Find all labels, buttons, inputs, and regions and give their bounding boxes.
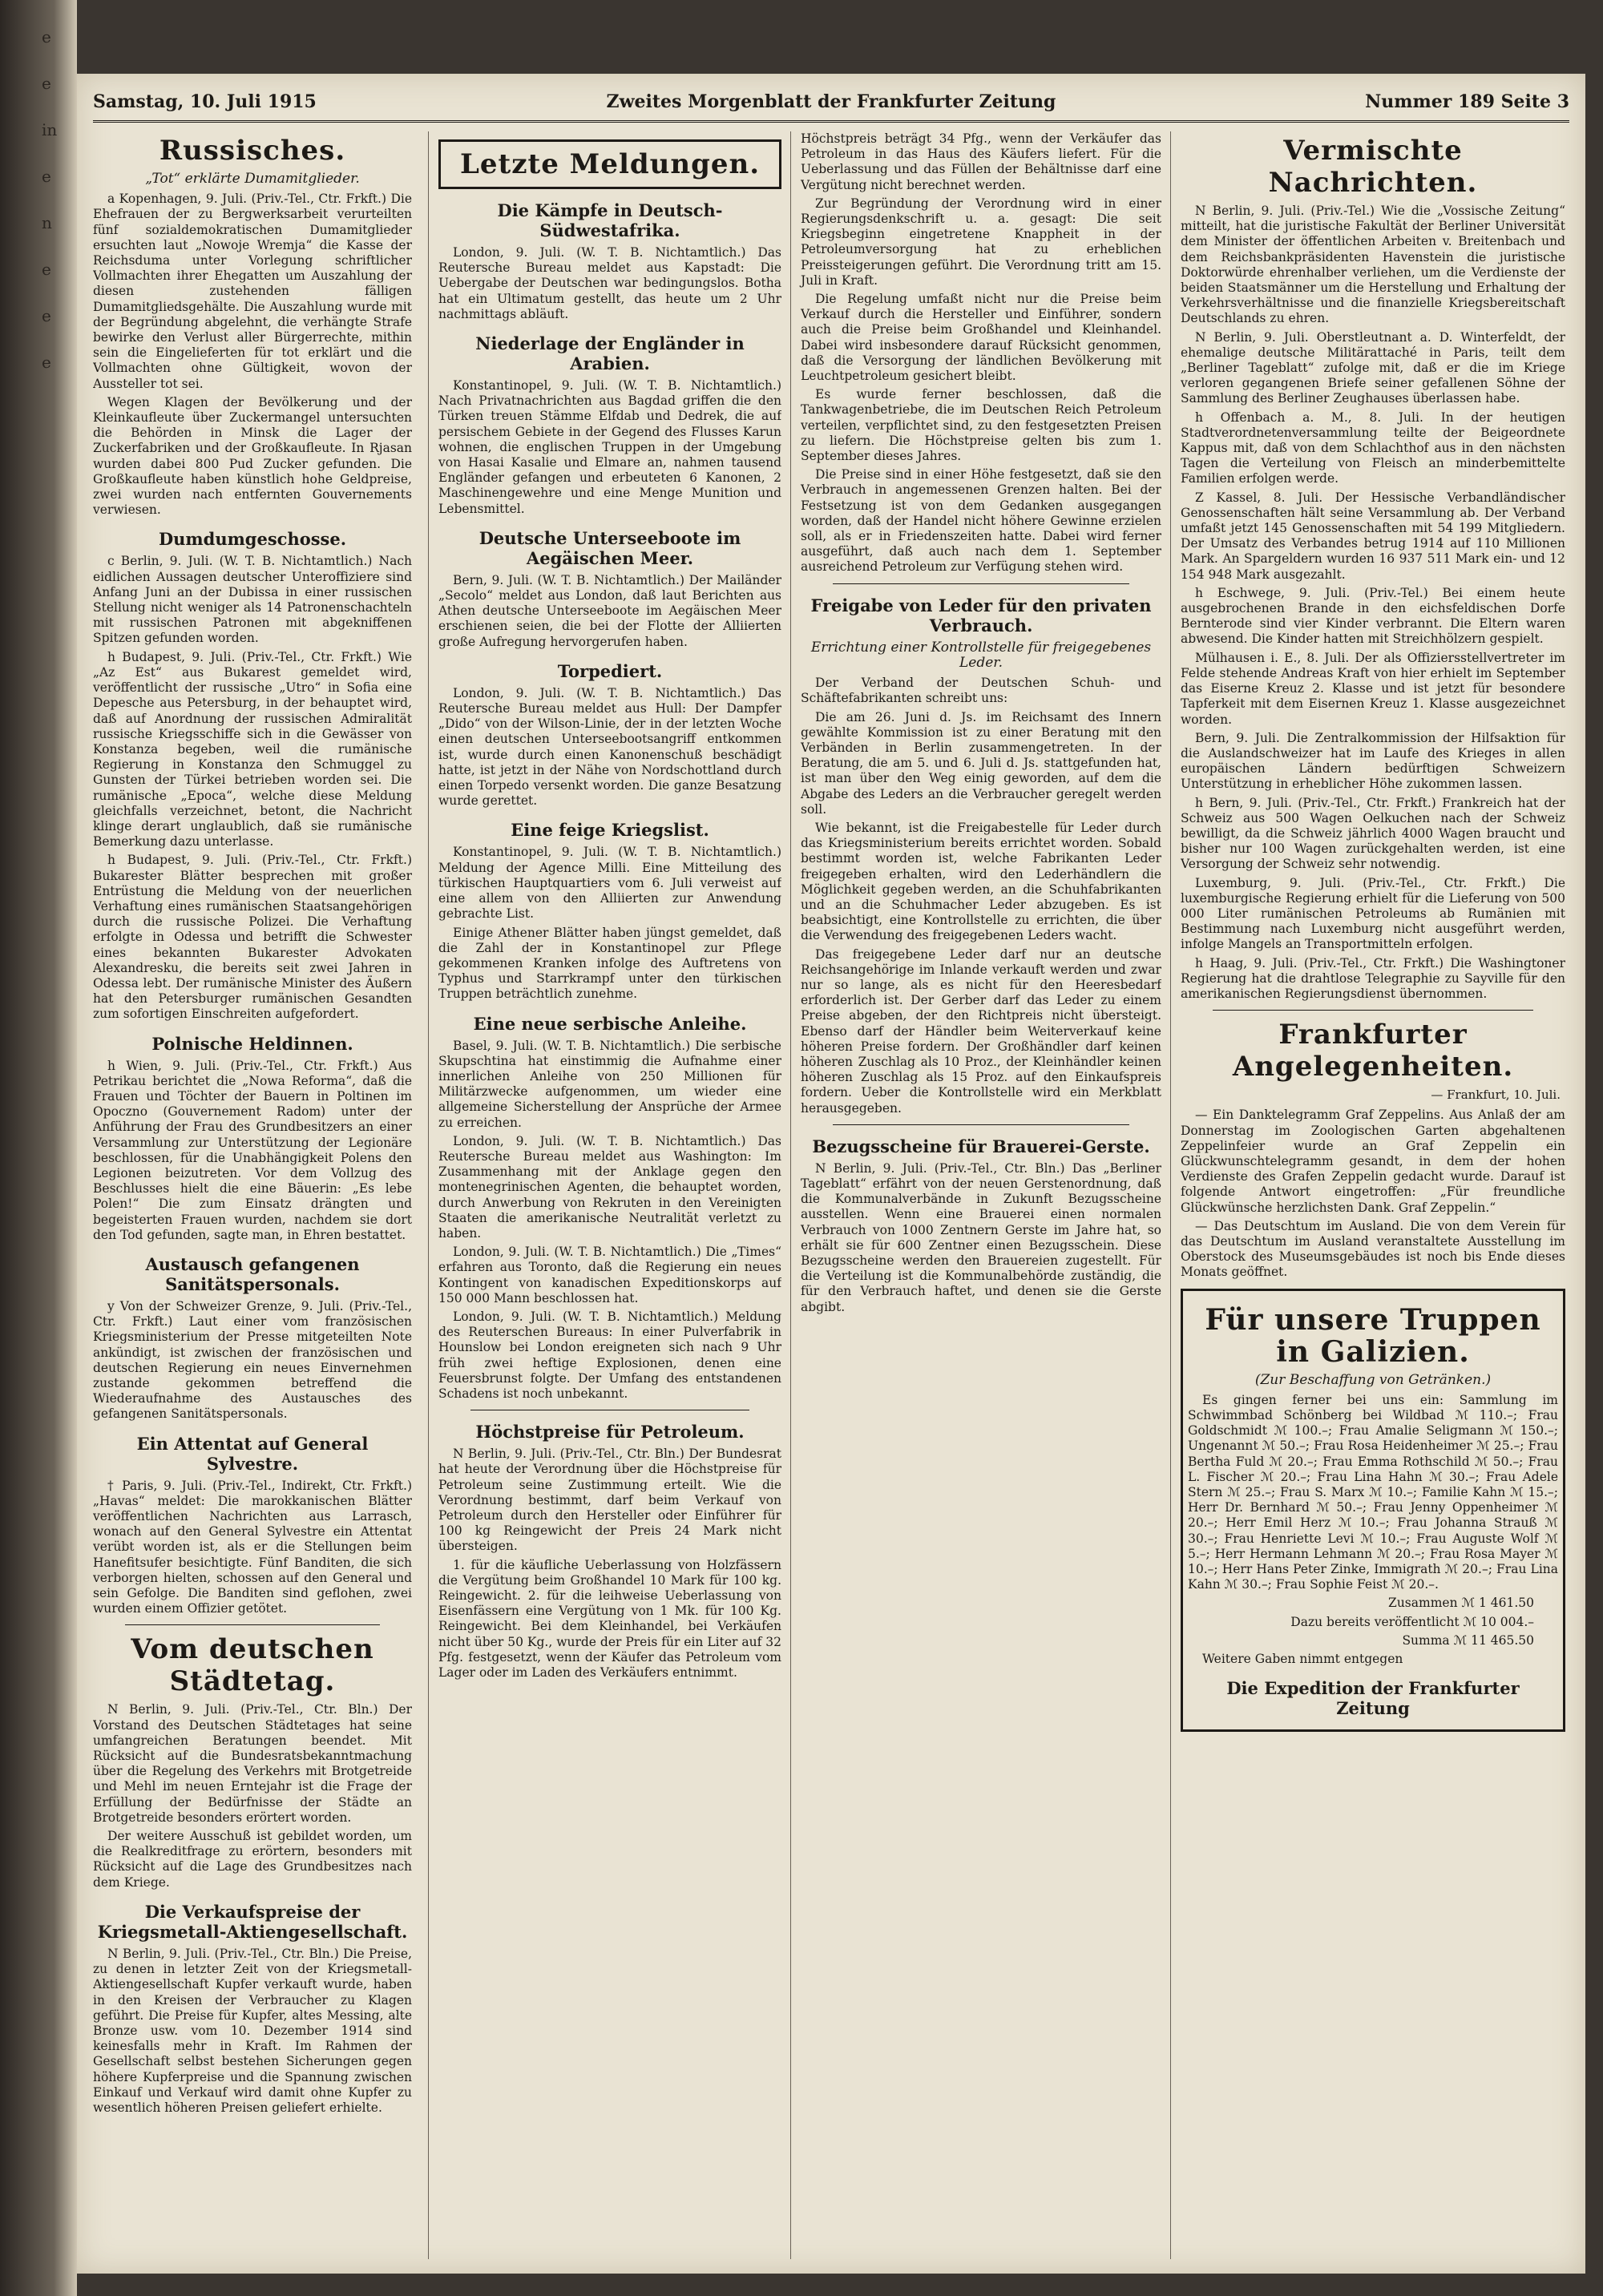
article-paragraph: Einige Athener Blätter haben jüngst gemeldet, daß die Zahl der in Konstantinopel zur Pflege gekommenen Kranken infolge des Auftretens von Typhus und Starrkrampf unter den türkischen Truppen beträchtlich zunehme. bbox=[438, 925, 781, 1002]
article-paragraph: h Bern, 9. Juli. (Priv.-Tel., Ctr. Frkft.) Frankreich hat der Schweiz aus 500 Wagen Oelkuchen nach der Schweiz bewilligt, da die Schweiz jährlich 4000 Wagen braucht und bisher nur 100 Wagen zurückgehalten werden, ist eine Versorgung der Schweiz sehr notwendig. bbox=[1181, 795, 1565, 872]
article-paragraph: h Offenbach a. M., 8. Juli. In der heutigen Stadtverordnetenversammlung teilte der Beigeordnete Kappus mit, daß von dem Schlachthof aus in den nächsten Tagen die Verteilung von Fleisch an minderbemittelte Familien erfolgen werde. bbox=[1181, 410, 1565, 486]
article-paragraph: N Berlin, 9. Juli. Oberstleutnant a. D. Winterfeldt, der ehemalige deutsche Militärattaché in Paris, teilt dem „Berliner Tageblatt“ zufolge mit, daß er die im Kriege verloren gegangenen Briefe seiner gefallenen Söhne der Sammlung des Berliner Zeughauses überlassen habe. bbox=[1181, 329, 1565, 406]
article-paragraph: Zur Begründung der Verordnung wird in einer Regierungsdenkschrift u. a. gesagt: Die seit Kriegsbeginn eingetretene Knappheit in der Petroleumversorgung hat zu erheblichen Preissteigerungen geführt. Die Verordnung tritt am 15. Juli in Kraft. bbox=[801, 196, 1161, 288]
donation-total: Summa ℳ 11 465.50 bbox=[1402, 1632, 1534, 1648]
article-paragraph: Das freigegebene Leder darf nur an deutsche Reichsangehörige im Inlande verkauft werden und zwar nur so lange, als es nicht für den Heeresbedarf erforderlich ist. Der Gerber darf das Leder zu einem Preise abgeben, der den Richtpreis nicht übersteigt. Ebenso darf der Händler beim Weiterverkauf keine höheren Preise fordern. Der Großhändler darf keinen höheren Zuschlag als 10 Proz., der Kleinhändler keinen höheren Zuschlag als 15 Proz. auf den Einkaufspreis fordern. Ueber die Kontrollstelle wird ein Merkblatt herausgegeben. bbox=[801, 946, 1161, 1116]
article-subheading: Errichtung einer Kontrollstelle für freigegebenes Leder. bbox=[810, 639, 1152, 671]
edge-letter: e bbox=[42, 74, 51, 93]
article-heading: Polnische Heldinnen. bbox=[151, 1033, 353, 1054]
article-paragraph: Es wurde ferner beschlossen, daß die Tankwagenbetriebe, die im Deutschen Reich Petroleum verteilen, verpflichtet sind, zu den festgesetzten Preisen zu liefern. Die Höchstpreise gelten bis zum 1. September dieses Jahres. bbox=[801, 387, 1161, 464]
article-heading: Die Verkaufspreise der Kriegsmetall-Aktiengesellschaft. bbox=[97, 1901, 408, 1942]
article-heading: Torpediert. bbox=[557, 660, 663, 681]
column-3 bbox=[790, 131, 1161, 2259]
article-paragraph: h Budapest, 9. Juli. (Priv.-Tel., Ctr. Frkft.) Wie „Az Est“ aus Bukarest gemeldet wird, veröffentlicht der russische „Utro“ in Sofia eine Depesche aus Petersburg, in der behauptet wird, daß auf Anordnung der russischen Admiralität russische Kriegsschiffe sich in die Gewässer von Konstanza begeben, weil die rumänische Regierung in Konstanza den Schmuggel zu Gunsten der Türkei betrieben worden sei. Die rumänische „Epoca“, welche diese Meldung gleichfalls verzeichnet, betont, die Nachricht klinge derart unglaublich, daß sie rumänische Bemerkung dazu unterlasse. bbox=[93, 649, 412, 849]
article-paragraph: Z Kassel, 8. Juli. Der Hessische Verbandländischer Genossenschaften hält seine Versammlung ab. Der Verband umfaßt jetzt 145 Genossenschaften mit 54 199 Mitgliedern. Der Umsatz des Verbandes betrug 1914 auf 110 Millionen Mark. An Spargeldern wurden 16 937 511 Mark ein- und 12 154 948 Mark ausgezahlt. bbox=[1181, 490, 1565, 582]
article-heading: Eine neue serbische Anleihe. bbox=[473, 1013, 747, 1034]
article-paragraph: Konstantinopel, 9. Juli. (W. T. B. Nichtamtlich.) Meldung der Agence Milli. Eine Mitteilung des türkischen Hauptquartiers vom 6. Juli verweist auf eine allem von den Alliierten zur Anwendung gebrachte List. bbox=[438, 845, 781, 922]
article-paragraph: — Ein Danktelegramm Graf Zeppelins. Aus Anlaß der am Donnerstag im Zoologischen Garten abgehaltenen Zeppelinfeier wurde an Graf Zeppelin ein Glückwunschtelegramm gesandt, in dem der hohen Verdienste des Grafen Zeppelin gedacht wurde. Darauf ist folgende Antwort eingetroffen: „Für freundliche Glückwünsche herzlichsten Dank. Graf Zeppelin.“ bbox=[1181, 1108, 1565, 1215]
section-heading: Für unsere Truppen in Galizien. bbox=[1205, 1302, 1541, 1369]
article-heading: Austausch gefangenen Sanitätspersonals. bbox=[145, 1254, 360, 1294]
article-paragraph: London, 9. Juli. (W. T. B. Nichtamtlich.) Das Reutersche Bureau meldet aus Kapstadt: Die Uebergabe der Deutschen war bedingungslos. Botha hat ein Ultimatum gestellt, das heute um 2 Uhr nachmittags abläuft. bbox=[438, 245, 781, 321]
article-paragraph: N Berlin, 9. Juli. (Priv.-Tel., Ctr. Bln.) Das „Berliner Tageblatt“ erfährt von der neuen Gerstenordnung, daß die Kommunalverbände in Zukunft Bezugsscheine ausstellen. Wenn eine Brauerei einen normalen Verbrauch von 1000 Zentnern Gerste im Jahre hat, so erhält sie für 600 Zentner einen Bezugsschein. Diese Bezugsscheine werden den Brauereien zugestellt. Für die Verteilung ist die Kommunalbehörde zuständig, die für den Verbrauch haftet, und denen sie die Gerste abgibt. bbox=[801, 1160, 1161, 1314]
article-paragraph: N Berlin, 9. Juli. (Priv.-Tel., Ctr. Bln.) Der Bundesrat hat heute der Verordnung über die Höchstpreise für Petroleum seine Zustimmung erteilt. Wie die Verordnung bestimmt, darf beim Verkauf von Petroleum durch den Hersteller oder Einführer für 100 kg Reingewicht der Preis 24 Mark nicht übersteigen. bbox=[438, 1447, 781, 1554]
article-paragraph: Höchstpreis beträgt 34 Pfg., wenn der Verkäufer das Petroleum in das Haus des Käufers liefert. Für die Ueberlassung und das Füllen der Behältnisse darf eine Vergütung nicht berechnet werden. bbox=[801, 131, 1161, 192]
edge-letter: e bbox=[42, 353, 51, 372]
expedition-line: Die Expedition der Frankfurter Zeitung bbox=[1226, 1678, 1520, 1719]
article-heading: Bezugsscheine für Brauerei-Gerste. bbox=[812, 1136, 1150, 1156]
article-paragraph: h Budapest, 9. Juli. (Priv.-Tel., Ctr. Frkft.) Bukarester Blätter besprechen mit großer Entrüstung die Meldung von der neuerlichen Verhaftung eines rumänischen Staatsangehörigen durch die russische Polizei. Die Verhaftung erfolgte in Odessa und betrifft die Schwester eines bekannten Bukarester Advokaten Alexandresku, die bereits seit zwei Jahren in Odessa lebt. Der rumänische Minister des Äußern hat den Petersburger rumänischen Gesandten zum sofortigen Einschreiten aufgefordert. bbox=[93, 853, 412, 1022]
donation-list: Es gingen ferner bei uns ein: Sammlung im Schwimmbad Schönberg bei Wildbad ℳ 110.–; Frau Goldschmidt ℳ 100.–; Frau Amalie Seligmann ℳ 150.–; Ungenannt ℳ 50.–; Frau Rosa Heidenheimer ℳ 25.–; Frau Bertha Fuld ℳ 20.–; Frau Emma Rothschild ℳ 50.–; Frau L. Fischer ℳ 20.–; Frau Lina Hahn ℳ 30.–; Frau Adele Stern ℳ 25.–; Frau S. Marx ℳ 10.–; Familie Kahn ℳ 15.–; Herr Dr. Bernhard ℳ 50.–; Frau Jenny Oppenheimer ℳ 20.–; Herr Emil Herz ℳ 10.–; Frau Johanna Strauß ℳ 30.–; Frau Henriette Levi ℳ 10.–; Frau Auguste Wolf ℳ 5.–; Herr Hermann Lehmann ℳ 20.–; Frau Rosa Mayer ℳ 10.–; Herr Hans Peter Zinke, Immigrath ℳ 20.–; Frau Lina Kahn ℳ 30.–; Frau Sophie Feist ℳ 20.–. bbox=[1188, 1392, 1558, 1592]
article-paragraph: Bern, 9. Juli. (W. T. B. Nichtamtlich.) Der Mailänder „Secolo“ meldet aus London, daß laut Berichten aus Athen deutsche Unterseeboote im Aegäischen Meer erschienen seien, die bei der Flotte der Alliierten große Aufregung hervorgerufen haben. bbox=[438, 572, 781, 649]
article-heading: Eine feige Kriegslist. bbox=[511, 820, 709, 841]
article-heading: Freigabe von Leder für den privaten Verbrauch. bbox=[810, 595, 1152, 636]
divider bbox=[833, 583, 1129, 584]
article-paragraph: Wie bekannt, ist die Freigabestelle für Leder durch das Kriegsministerium bereits errichtet worden. Sobald bestimmt worden ist, welche Fabrikanten Leder freigegeben erhalten, wird den Lederhändlern die Möglichkeit gegeben werden, an die Schuhfabrikanten und an die Schuhmacher Leder abzugeben. Es ist beabsichtigt, eine Kontrollstelle zu errichten, die über die Verwendung des freigegebenen Leders wacht. bbox=[801, 820, 1161, 943]
article-paragraph: c Berlin, 9. Juli. (W. T. B. Nichtamtlich.) Nach eidlichen Aussagen deutscher Unteroffiziere sind Anfang Juni an der Dubissa in einer russischen Stellung nicht weniger als 14 Patronenschachteln mit russischen Patronen mit abgekniffenen Spitzen gefunden worden. bbox=[93, 554, 412, 646]
masthead bbox=[93, 85, 1569, 123]
article-paragraph: Die am 26. Juni d. Js. im Reichsamt des Innern gewählte Kommission ist zu einer Beratung mit den Verbänden in Berlin zusammengetreten. In der Beratung, die am 5. und 6. Juli d. Js. stattgefunden hat, ist man über den Weg einig geworden, auf dem die Abgabe des Leders an die Verbraucher geregelt werden soll. bbox=[801, 709, 1161, 817]
donation-box bbox=[1181, 1289, 1565, 1733]
article-heading: Die Kämpfe in Deutsch-Südwestafrika. bbox=[497, 200, 723, 240]
article-paragraph: Der Verband der Deutschen Schuh- und Schäftefabrikanten schreibt uns: bbox=[801, 676, 1161, 706]
article-paragraph: a Kopenhagen, 9. Juli. (Priv.-Tel., Ctr. Frkft.) Die Ehefrauen der zu Bergwerksarbeit verurteilten fünf sozialdemokratischen Dumamitglieder ersuchten laut „Nowoje Wremja“ die Kasse der Reichsduma unter Vorlegung schriftlicher Vollmachten ihrer Ehegatten um Auszahlung der diesen zustehenden fälligen Dumamitgliedsgehälte. Die Auszahlung wurde mit der Begründung abgelehnt, die verhängte Strafe bewirke den Verlust aller Bürgerrechte, mithin sein die Eingelieferten für tot erklärt und die Vollmachten ohne Gültigkeit, wovon der Aussteller tot sei. bbox=[93, 192, 412, 391]
edge-letter: e bbox=[42, 27, 51, 46]
article-paragraph: 1. für die käufliche Ueberlassung von Holzfässern die Vergütung beim Großhandel 10 Mark für 100 kg. Reingewicht. 2. für die leihweise Ueberlassung von Eisenfässern eine Vergütung von 1 Mk. für 100 Kg. Reingewicht. Bei dem Kleinhandel, bei Verkäufen nicht über 50 Kg., wurde der Preis für ein Liter auf 32 Pfg. festgesetzt, wenn der Käufer das Petroleum vom Lager oder im Laden des Verkäufers entnimmt. bbox=[438, 1557, 781, 1681]
article-paragraph: London, 9. Juli. (W. T. B. Nichtamtlich.) Die „Times“ erfahren aus Toronto, daß die Regierung ein neues Kontingent von kanadischen Expeditionskorps auf 150 000 Mann beschlossen hat. bbox=[438, 1245, 781, 1305]
article-paragraph: Weitere Gaben nimmt entgegen bbox=[1202, 1652, 1403, 1667]
adjacent-page-edge bbox=[0, 0, 77, 2296]
article-heading: Niederlage der Engländer in Arabien. bbox=[475, 333, 745, 374]
section-heading: Vermischte Nachrichten. bbox=[1268, 135, 1478, 199]
article-paragraph: London, 9. Juli. (W. T. B. Nichtamtlich.) Das Reutersche Bureau meldet aus Washington: Im Zusammenhang mit der Anklage gegen den montenegrinischen Agenten, die behauptet worden, durch Anwerbung von Rekruten in den Vereinigten Staaten die amerikanische Neutralität verletzt zu haben. bbox=[438, 1133, 781, 1241]
article-paragraph: h Haag, 9. Juli. (Priv.-Tel., Ctr. Frkft.) Die Washingtoner Regierung hat die drahtlose Telegraphie zu Sayville für den amerikanischen Regierungsdienst übernommen. bbox=[1181, 955, 1565, 1001]
article-heading: Höchstpreise für Petroleum. bbox=[475, 1422, 745, 1443]
divider bbox=[1213, 1010, 1533, 1011]
divider bbox=[833, 1124, 1129, 1125]
section-heading: Frankfurter Angelegenheiten. bbox=[1232, 1019, 1514, 1083]
article-heading: Ein Attentat auf General Sylvestre. bbox=[136, 1433, 369, 1474]
article-paragraph: Wegen Klagen der Bevölkerung und der Kleinkaufleute über Zuckermangel untersuchten die Behörden in Minsk die Lager der Zuckerfabriken und der Großkaufleute. In Rjasan wurden dabei 800 Pud Zucker gefunden. Die Großkaufleute haben künstlich hohe Geldpreise, zwei wurden nach entfernten Gouvernements verwiesen. bbox=[93, 394, 412, 518]
issue-date: Samstag, 10. Juli 1915 bbox=[93, 91, 317, 112]
article-paragraph: Mülhausen i. E., 8. Juli. Der als Offiziersstellvertreter im Felde stehende Andreas Kraft von hier erhielt im September das Eiserne Kreuz 2. Klasse und ist jetzt für besondere Tapferkeit mit dem Eisernen Kreuz 1. Klasse ausgezeichnet worden. bbox=[1181, 650, 1565, 727]
divider bbox=[125, 1624, 380, 1625]
article-paragraph: Der weitere Ausschuß ist gebildet worden, um die Realkreditfrage zu erörtern, besonders mit Rücksicht auf die Lage des Grundbesitzes nach dem Kriege. bbox=[93, 1829, 412, 1890]
article-paragraph: y Von der Schweizer Grenze, 9. Juli. (Priv.-Tel., Ctr. Frkft.) Laut einer vom französischen Kriegsministerium der Presse mitgeteilten Note ankündigt, ist zwischen der französischen und deutschen Regierung ein neues Einvernehmen zustande gekommen betreffend die Wiederaufnahme des Austausches des gefangenen Sanitätspersonals. bbox=[93, 1299, 412, 1422]
article-paragraph: Bern, 9. Juli. Die Zentralkommission der Hilfsaktion für die Auslandschweizer hat im Laufe des Krieges in allen europäischen Ländern bedürftigen Schweizern Unterstützung in erheblicher Höhe zukommen lassen. bbox=[1181, 730, 1565, 792]
article-paragraph: † Paris, 9. Juli. (Priv.-Tel., Indirekt, Ctr. Frkft.) „Havas“ meldet: Die marokkanischen Blätter veröffentlichen Nachrichten aus Larrasch, wonach auf den General Sylvestre ein Attentat verübt worden ist, als er die Stellungen beim Hanefitsufer besichtigte. Fünf Banditen, die sich verborgen hielten, schossen auf den General und sein Gefolge. Die Banditen sind geflohen, zwei wurden einem Offizier getötet. bbox=[93, 1478, 412, 1616]
section-heading: Russisches. bbox=[159, 135, 346, 167]
article-paragraph: Konstantinopel, 9. Juli. (W. T. B. Nichtamtlich.) Nach Privatnachrichten aus Bagdad griffen die den Türken treuen Stämme Elfdab und Dedrek, die auf persischem Gebiete in der Gegend des Flusses Karun wohnen, die englischen Truppen in der Umgebung von Hasai Kasalie und Elmare an, nahmen tausend Engländer gefangen und erbeuteten 6 Kanonen, 2 Maschinengewehre und eine Menge Munition und Lebensmittel. bbox=[438, 378, 781, 516]
article-heading: Dumdumgeschosse. bbox=[158, 529, 347, 550]
section-heading: Vom deutschen Städtetag. bbox=[131, 1633, 374, 1698]
article-paragraph: London, 9. Juli. (W. T. B. Nichtamtlich.) Meldung des Reuterschen Bureaus: In einer Pulverfabrik in Hounslow bei London ereigneten sich nach 9 Uhr früh zwei heftige Explosionen, denen eine Feuersbrunst folgte. Der Umfang des entstandenen Schadens ist noch unbekannt. bbox=[438, 1309, 781, 1401]
article-paragraph: Die Regelung umfaßt nicht nur die Preise beim Verkauf durch die Hersteller und Einführer, sondern auch die Preise beim Großhandel und Kleinhandel. Dabei wird insbesondere darauf Rücksicht genommen, daß die Versorgung der ländlichen Bevölkerung mit Leuchtpetroleum gesichert bleibt. bbox=[801, 292, 1161, 384]
article-heading: „Tot“ erklärte Dumamitglieder. bbox=[145, 171, 360, 187]
article-paragraph: London, 9. Juli. (W. T. B. Nichtamtlich.) Das Reutersche Bureau meldet aus Hull: Der Dampfer „Dido“ von der Wilson-Linie, der in der letzten Woche einen deutschen Unterseebootsangriff entkommen ist, wurde durch einen Kanonenschuß beschädigt hatte, ist jetzt in der Nähe von Nordschottland durch einen Torpedo versenkt worden. Die ganze Besatzung wurde gerettet. bbox=[438, 685, 781, 809]
article-heading: Deutsche Unterseeboote im Aegäischen Meer. bbox=[478, 527, 741, 568]
article-paragraph: h Eschwege, 9. Juli. (Priv.-Tel.) Bei einem heute ausgebrochenen Brande in den eichsfeldischen Dorfe Bernterode sind vier Kinder verbrannt. Die Eltern waren abwesend. Die Kinder hatten mit Streichhölzern gespielt. bbox=[1181, 585, 1565, 647]
boxed-heading bbox=[438, 139, 781, 189]
article-paragraph: h Wien, 9. Juli. (Priv.-Tel., Ctr. Frkft.) Aus Petrikau berichtet die „Nowa Reforma“, daß die Frauen und Töchter der Bauern in Poltinen im Opoczno (Gouvernement Radom) unter der Anführung der Frau des Grundbesitzers an einer Versammlung zur Unterstützung der Legionäre beschlossen, für die Unabhängigkeit Polens den Legionen beizutreten. Vor dem Vollzug des Beschlusses hielt die eine Bäuerin: „Es lebe Polen!“ Die zum Einsatz drängten und begeisterten Frauen wurden, nachdem sie dort den Tod gefunden, sagte man, in Ehren bestattet. bbox=[93, 1058, 412, 1242]
article-paragraph: Die Preise sind in einer Höhe festgesetzt, daß sie den Verbrauch in angemessenen Grenzen halten. Bei der Festsetzung ist von dem Gedanken ausgegangen worden, daß der Handel nicht höhere Gewinne erzielen soll, als er in Friedenszeiten hatte. Dabei wird ferner ausgeführt, daß auch nach dem 1. September ausreichend Petroleum zur Verfügung stehen wird. bbox=[801, 467, 1161, 575]
article-paragraph: N Berlin, 9. Juli. (Priv.-Tel., Ctr. Bln.) Die Preise, zu denen in letzter Zeit von der Kriegsmetall-Aktiengesellschaft Kupfer verkauft wurde, haben in den Kreisen der Verbraucher zu Klagen geführt. Die Preise für Kupfer, altes Messing, alte Bronze usw. vom 10. Dezember 1914 sind keinesfalls mehr in Kraft. Im Rahmen der Gesellschaft selbst bestehen Sicherungen gegen höhere Kupferpreise und die Spannung zwischen Einkauf und Verkauf wird damit ohne Kupfer zu wesentlich höheren Preisen geliefert erhielte. bbox=[93, 1946, 412, 2115]
article-paragraph: N Berlin, 9. Juli. (Priv.-Tel., Ctr. Bln.) Der Vorstand des Deutschen Städtetages hat seine umfangreichen Beratungen beendet. Mit Rücksicht auf die Bundesratsbekanntmachung über die Regelung des Verkehrs mit Brotgetreide und Mehl im neuen Erntejahr ist die Frage der Erfüllung der Bedürfnisse der Städte an Brotgetreide besonders erörtert worden. bbox=[93, 1702, 412, 1825]
edge-letter: e bbox=[42, 260, 51, 279]
article-paragraph: — Das Deutschtum im Ausland. Die von dem Verein für das Deutschtum im Ausland veranstaltete Ausstellung im Oberstock des Museumsgebäudes ist noch bis Ende dieses Monats geöffnet. bbox=[1181, 1218, 1565, 1280]
section-heading: Letzte Meldungen. bbox=[459, 148, 761, 180]
article-paragraph: Luxemburg, 9. Juli. (Priv.-Tel., Ctr. Frkft.) Die luxemburgische Regierung erhielt für die Lieferung von 500 000 Liter rumänischen Petroleums ab Rumänien mit Bestimmung nach Luxemburg nicht ausgeführt werden, infolge Mangels an Transportmitteln erfolgen. bbox=[1181, 875, 1565, 952]
edge-letter: in bbox=[42, 120, 58, 139]
edge-letter: e bbox=[42, 306, 51, 325]
article-paragraph: Basel, 9. Juli. (W. T. B. Nichtamtlich.) Die serbische Skupschtina hat einstimmig die Aufnahme einer innerlichen Anleihe von 250 Millionen für Militärzwecke aufgenommen, um wieder eine allgemeine Sicherstellung der Ansprüche der Armee zu erreichen. bbox=[438, 1038, 781, 1130]
donation-previous: Dazu bereits veröffentlicht ℳ 10 004.– bbox=[1290, 1614, 1534, 1629]
article-paragraph: N Berlin, 9. Juli. (Priv.-Tel.) Wie die „Vossische Zeitung“ mitteilt, hat die juristische Fakultät der Berliner Universität dem Minister der öffentlichen Arbeiten v. Breitenbach und dem Reichsbankpräsidenten Havenstein die juristische Doktorwürde ehrenhalber verliehen, um die Verdienste der beiden Staatsmänner um die Herstellung und Erhaltung der Verkehrsverhältnisse und die finanzielle Kriegsbereitschaft Deutschlands zu ehren. bbox=[1181, 204, 1565, 326]
edge-letter: e bbox=[42, 167, 51, 186]
dateline: — Frankfurt, 10. Juli. bbox=[1431, 1087, 1561, 1103]
newspaper-page bbox=[77, 74, 1585, 2274]
column-2 bbox=[428, 131, 781, 2259]
column-4 bbox=[1170, 131, 1565, 2259]
article-subheading: (Zur Beschaffung von Getränken.) bbox=[1254, 1371, 1492, 1388]
page-number: Nummer 189 Seite 3 bbox=[1365, 91, 1569, 112]
column-1 bbox=[93, 131, 412, 2259]
donation-subtotal: Zusammen ℳ 1 461.50 bbox=[1388, 1596, 1534, 1611]
newspaper-title: Zweites Morgenblatt der Frankfurter Zeitung bbox=[606, 91, 1056, 112]
edge-letter: n bbox=[42, 213, 52, 232]
